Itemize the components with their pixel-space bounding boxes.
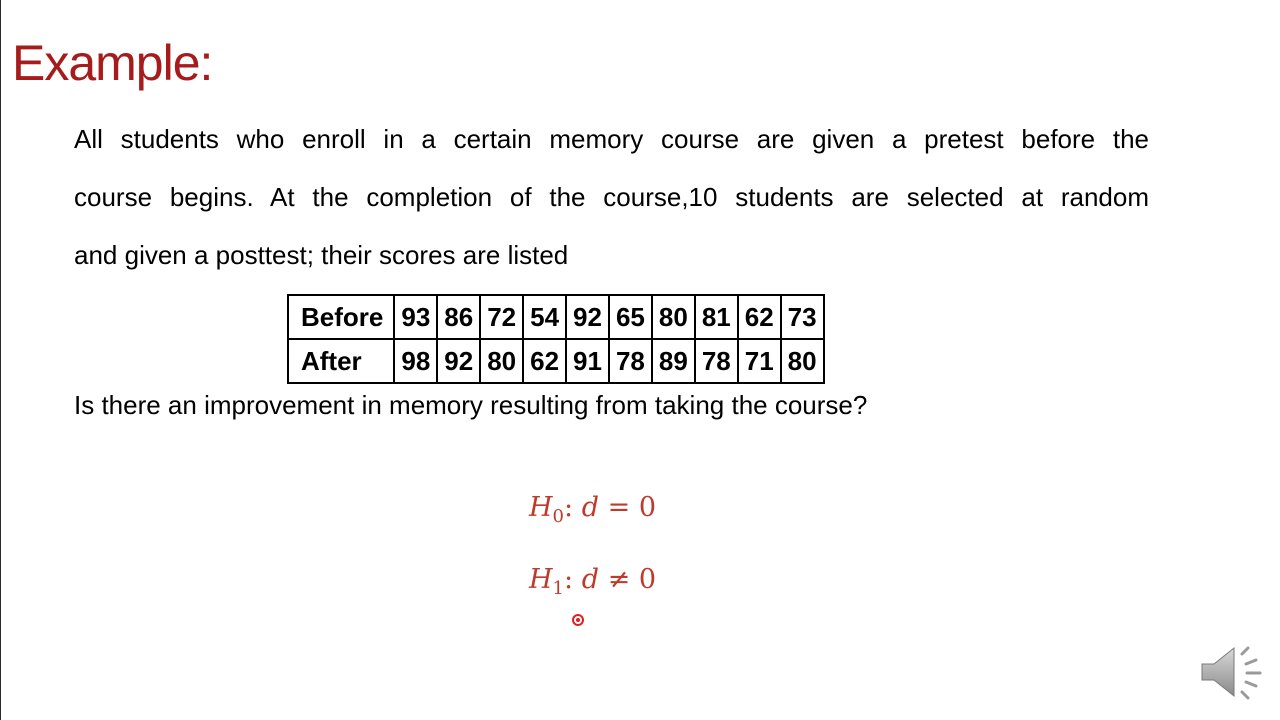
hypothesis-subscript: 1 [552,578,564,599]
table-cell: 80 [480,339,523,383]
table-cell: 72 [480,295,523,339]
alternative-hypothesis [529,566,656,598]
table-cell: 93 [394,295,437,339]
hypothesis-d: d [581,492,599,523]
table-cell: 92 [566,295,609,339]
paragraph-line-3: and given a posttest; their scores are listed [74,240,569,270]
table-cell: 54 [523,295,566,339]
table-cell: 78 [695,339,738,383]
table-cell: 62 [738,295,781,339]
hypothesis-colon: : [564,492,574,523]
table-cell: 86 [437,295,480,339]
slide-left-border [0,0,1,720]
paragraph-line-1: All students who enroll in a certain memory course are given a pretest before the [74,124,1149,154]
hypothesis-operator: ≠ [607,564,631,595]
table-cell: 81 [695,295,738,339]
table-cell: 62 [523,339,566,383]
paragraph-line-2: course begins. At the completion of the course,10 students are selected at random [74,182,1149,212]
scores-table [287,294,825,384]
table-cell: 89 [652,339,695,383]
table-cell: 65 [609,295,652,339]
speaker-icon[interactable] [1198,640,1268,704]
hypothesis-colon: : [564,564,574,595]
hypothesis-rhs: 0 [638,492,656,523]
row-label-before: Before [288,295,394,339]
table-cell: 73 [781,295,824,339]
question-text: Is there an improvement in memory resulting from taking the course? [74,390,868,420]
table-row-before [288,295,824,339]
table-cell: 78 [609,339,652,383]
table-cell: 98 [394,339,437,383]
table-cell: 91 [566,339,609,383]
table-row-after [288,339,824,383]
table-cell: 80 [652,295,695,339]
hypothesis-rhs: 0 [638,564,656,595]
hypothesis-variable: H [529,564,553,595]
hypothesis-operator: = [607,492,631,523]
hypothesis-subscript: 0 [552,506,564,527]
laser-pointer-icon [572,614,584,626]
slide-title: Example: [12,35,213,91]
table-cell: 80 [781,339,824,383]
row-label-after: After [288,339,394,383]
table-cell: 71 [738,339,781,383]
null-hypothesis [529,494,656,526]
hypothesis-d: d [581,564,599,595]
table-cell: 92 [437,339,480,383]
hypothesis-variable: H [529,492,553,523]
